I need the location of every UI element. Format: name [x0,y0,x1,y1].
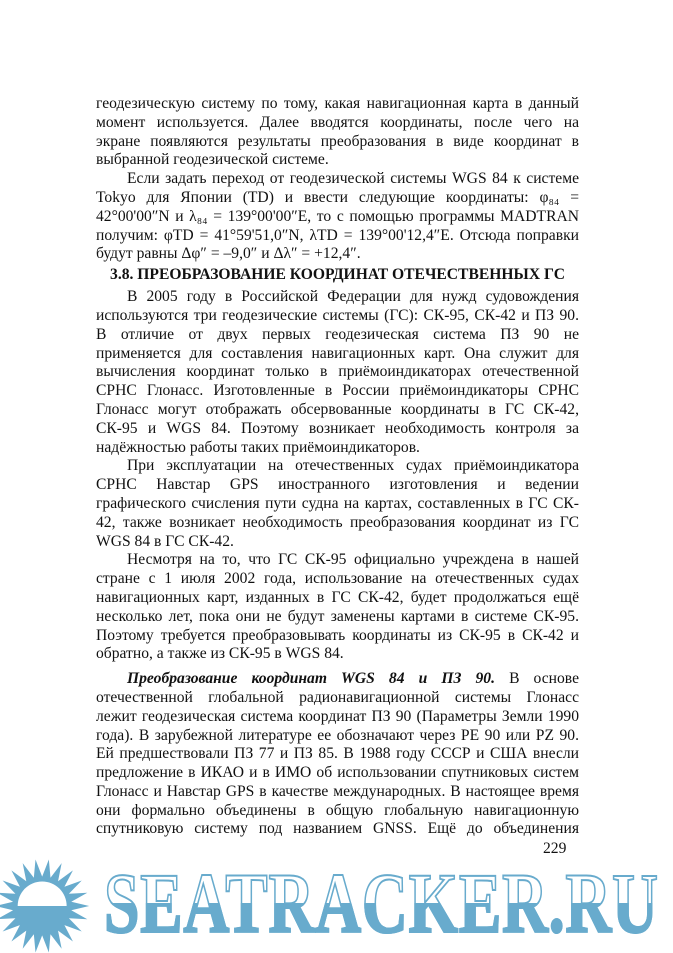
text-line: будут равны Δφ″ = –9,0″ и Δλ″ = +12,4″. [96,245,361,263]
text-line: надёжностью работы таких приёмоиндикаторов. [96,438,420,456]
page-body [96,95,579,839]
section-heading: 3.8. ПРЕОБРАЗОВАНИЕ КООРДИНАТ ОТЕЧЕСТВЕННЫХ ГС [110,266,565,284]
paragraph [96,670,579,839]
paragraph [96,457,579,551]
watermark-logo [0,857,673,953]
text-line: обратно, а также из СК-95 в WGS 84. [96,645,344,663]
text-line [96,670,579,689]
text-line: Несмотря на то, что ГС СК-95 официально учреждена в нашей [127,551,579,569]
text-line: Глонасс могут отображать обсервованные координаты в ГС СК-42, [96,400,579,418]
text-line: Глонасс и Навстар GPS в качестве международных. В настоящее время [96,782,579,800]
paragraph [96,170,579,264]
text-line: СРНС Навстар GPS иностранного изготовления и ведении [96,476,579,494]
text-line: Поэтому требуется преобразовывать координаты из СК-95 в СК-42 и [96,626,579,644]
text-block [96,95,579,264]
sun-icon [0,857,100,953]
text-line: спутниковую систему под названием GNSS. Ещё до объединения [96,820,579,838]
text-line: графического счисления пути судна на картах, составленных в ГС СК- [96,494,579,512]
text-line: получим: φTD = 41°59'51,0″N, λTD = 139°00'12,4″E. Отсюда поправки [96,226,579,244]
text-line: года). В зарубежной литературе ее обозначают через РЕ 90 или PZ 90. [96,726,579,744]
text-line: предложение в ИКАО и в ИМО об использовании спутниковых систем [96,764,579,782]
text-line: 42°00'00″N и λ₈₄ = 139°00'00″E, то с помощью программы MADTRAN [96,207,579,225]
text-line: Ей предшествовали ПЗ 77 и ПЗ 85. В 1988 году СССР и США внесли [96,745,579,763]
text-line: применяется для составления навигационных карт. Она служит для [96,344,579,362]
text-line: они формально объединены в общую глобальную навигационную [96,801,579,819]
paragraph [96,288,579,457]
text-line: навигационных карт, изданных в ГС СК-42, будет продолжаться ещё [96,588,579,606]
text-line: 42, также возникает необходимость преобразования координат из ГС [96,513,579,531]
text-line: используются три геодезические системы (ГС): СК-95, СК-42 и ПЗ 90. [96,306,579,324]
watermark-text: SEATRACKER.RU [104,855,659,951]
text-line: несколько лет, пока они не будут заменены картами в системе СК-95. [96,607,579,625]
text-line: экране появляются результаты преобразования в виде координат в [96,132,579,150]
text-line: момент используется. Далее вводятся координаты, после чего на [96,113,579,131]
paragraph [96,95,579,170]
paragraph-lead: Преобразование координат WGS 84 и ПЗ 90. [127,670,495,688]
text-line: лежит геодезическая система координат ПЗ 90 (Параметры Земли 1990 [96,707,579,725]
text-line: При эксплуатации на отечественных судах приёмоиндикатора [127,457,579,475]
text-line: WGS 84 в ГС СК-42. [96,532,234,550]
text-line: вычисления координат только в приёмоиндикаторах отечественной [96,363,579,381]
text-line: В отличие от двух первых геодезическая система ПЗ 90 не [96,325,579,343]
paragraph [96,551,579,664]
text-line: Если задать переход от геодезической системы WGS 84 к системе [127,170,579,188]
page-number: 229 [543,840,567,857]
text-run: В основе [495,670,580,688]
text-line: геодезическую систему по тому, какая навигационная карта в данный [96,95,579,112]
text-line: СРНС Глонасс. Изготовленные в России приёмоиндикаторы СРНС [96,382,579,400]
text-line: отечественной глобальной радионавигационной системы Глонасс [96,688,579,706]
text-block [96,288,579,664]
text-line: Tokyo для Японии (TD) и ввести следующие координаты: φ₈₄ = [96,188,579,206]
text-line: СК-95 и WGS 84. Поэтому возникает необходимость контроля за [96,419,579,437]
text-line: В 2005 году в Российской Федерации для нужд судовождения [127,288,579,306]
text-line: стране с 1 июля 2002 года, использование на отечественных судах [96,570,579,588]
text-line: выбранной геодезической системе. [96,151,329,169]
